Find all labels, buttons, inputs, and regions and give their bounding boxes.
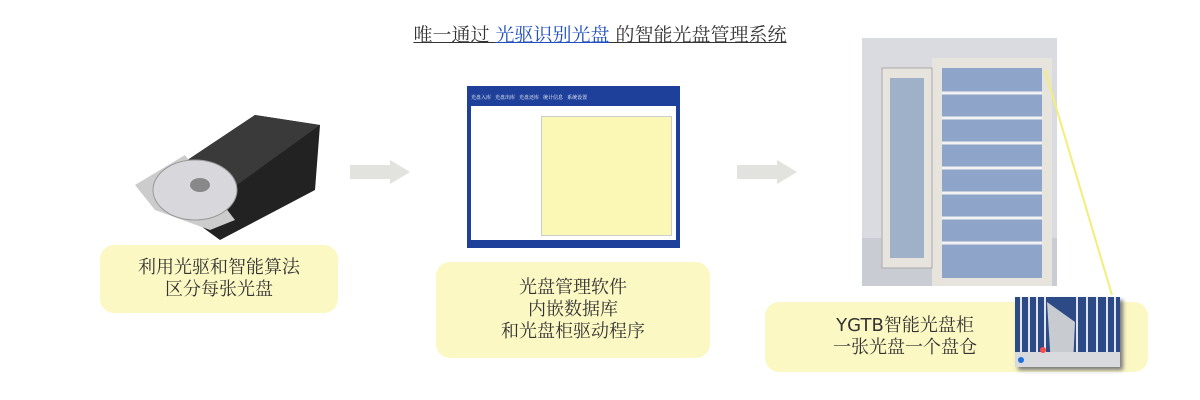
title-highlight: 光驱识别光盘 [495,24,610,46]
title-suffix: 的智能光盘管理系统 [609,24,787,46]
caption-line: 利用光驱和智能算法 [138,257,300,278]
disc-slot-inset-photo [1015,297,1120,367]
software-screenshot [467,86,680,248]
caption-line: 光盘管理软件 [519,277,627,298]
title-prefix: 唯一通过 [413,24,496,46]
toolbar-item: 光盘入库 [471,95,492,101]
step-1-caption [100,245,338,313]
caption-line: 和光盘柜驱动程序 [501,321,645,342]
toolbar-item: 光盘出库 [495,95,516,101]
caption-line: YGTB智能光盘柜 [836,315,974,336]
pointer-line [1040,65,1120,300]
arrow-1-shaft [350,165,390,179]
caption-line: 一张光盘一个盘仓 [833,337,977,358]
file-list-pane [541,116,672,236]
step-2-caption [436,262,710,358]
arrow-1-head [390,160,410,184]
toolbar-item: 系统设置 [567,95,588,101]
caption-line: 内嵌数据库 [528,299,618,320]
arrow-2-shaft [737,165,777,179]
caption-line: 区分每张光盘 [165,279,273,300]
toolbar-item: 光盘还库 [519,95,540,101]
software-body [471,106,676,240]
disc-cabinet-photo [862,38,1057,286]
arrow-2-head [777,160,797,184]
optical-drive-image [125,80,330,240]
software-toolbar [471,94,676,104]
toolbar-item: 统计信息 [543,95,564,101]
